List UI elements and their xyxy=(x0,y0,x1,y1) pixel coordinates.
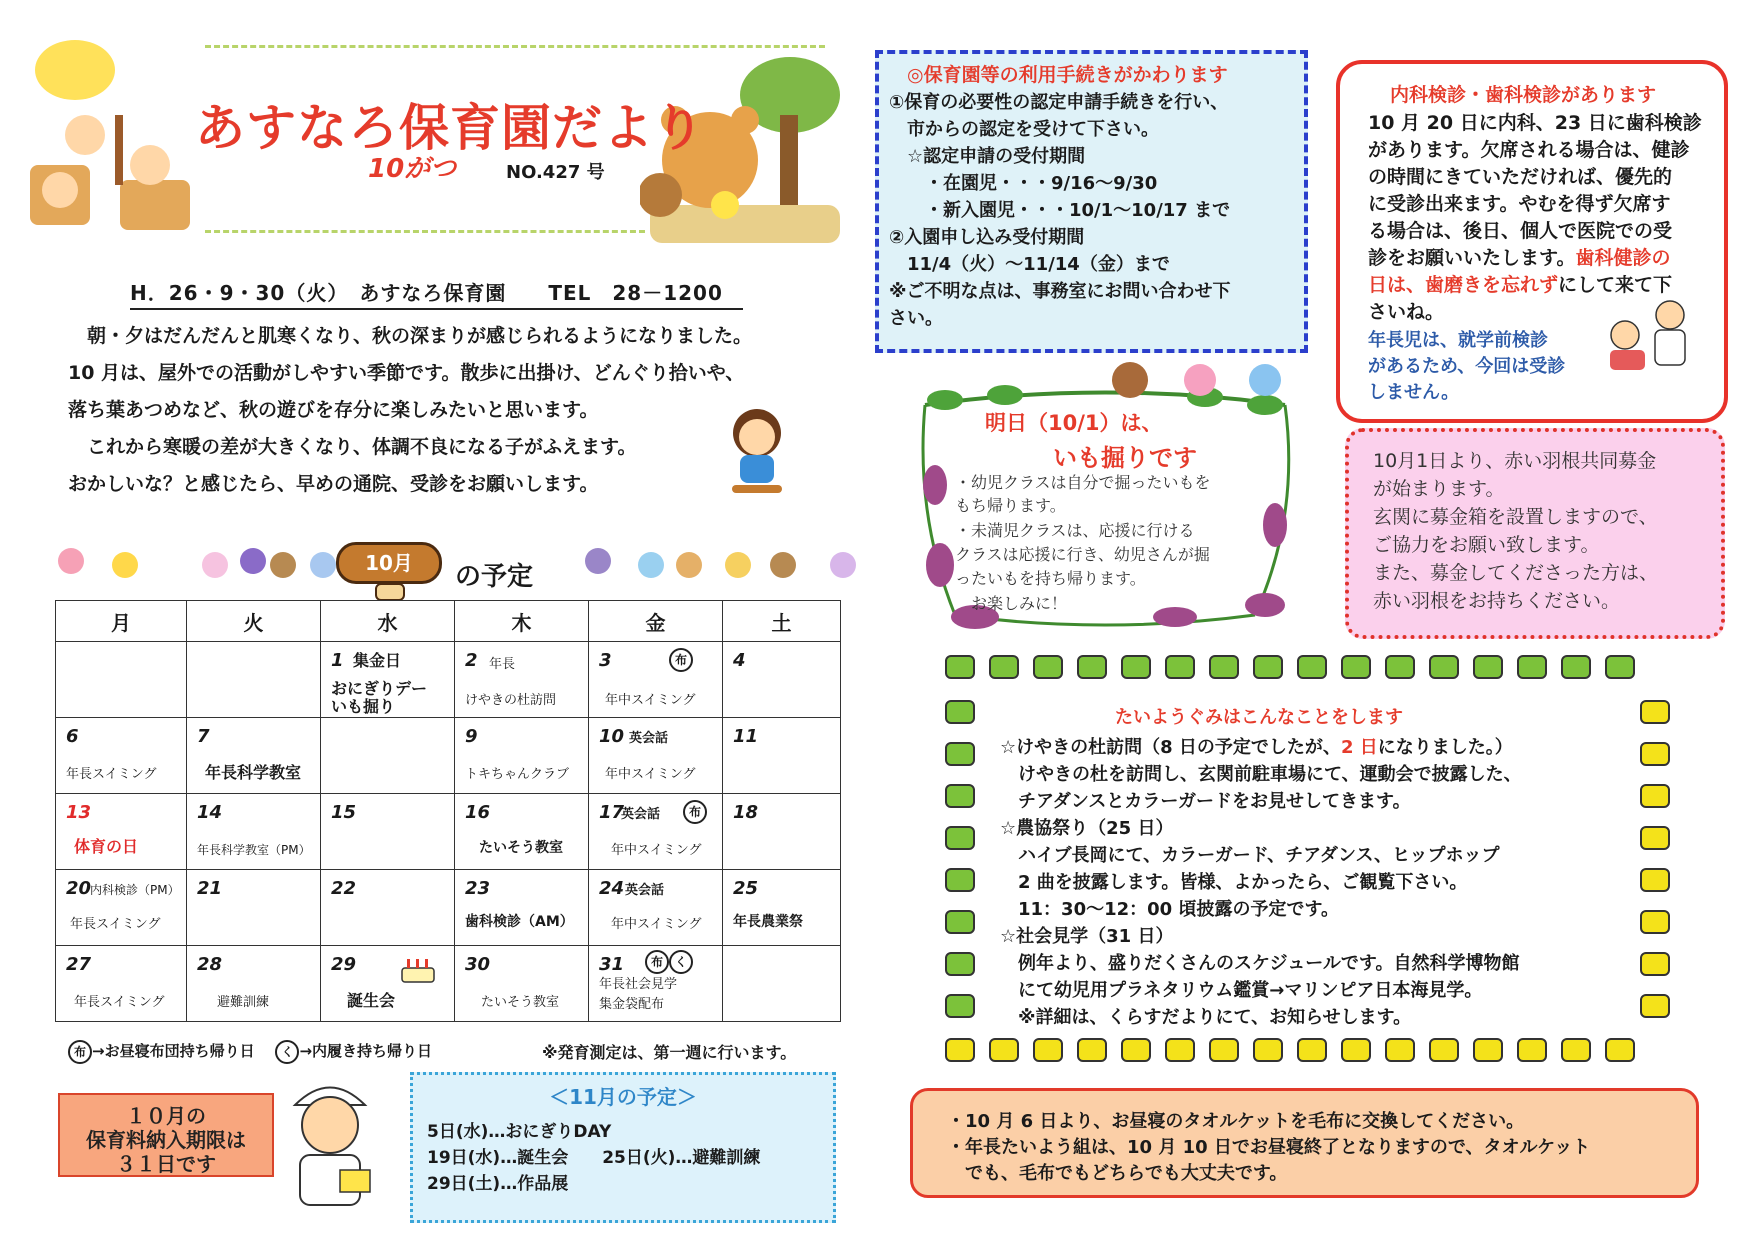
music-note-border-top xyxy=(205,45,825,48)
border-square xyxy=(1473,1038,1503,1062)
weekday-header: 土 xyxy=(723,601,841,642)
day-number: 10 xyxy=(599,726,625,747)
weekday-header: 水 xyxy=(321,601,455,642)
animal-friends-illustration xyxy=(1105,355,1295,405)
dentist-illustration xyxy=(1600,295,1700,375)
border-square xyxy=(1253,1038,1283,1062)
border-square xyxy=(1297,1038,1327,1062)
legend-text: →内履き持ち帰り日 xyxy=(299,1042,433,1060)
activity-line: けやきの杜を訪問し、玄関前駐車場にて、運動会で披露した、 xyxy=(1000,764,1522,785)
fee-line: 保育料納入期限は xyxy=(86,1128,246,1152)
sun-illustration xyxy=(35,40,115,100)
fee-line: １０月の xyxy=(126,1104,206,1128)
calendar-cell xyxy=(187,794,321,870)
activities-title: たいようぐみはこんなことをします xyxy=(1115,707,1403,728)
event-label: 避難訓練 xyxy=(217,995,270,1010)
calendar-cell xyxy=(56,794,187,870)
activity-line: チアダンスとカラーガードをお見せしてきます。 xyxy=(1000,791,1411,812)
calendar-week-row xyxy=(56,870,841,946)
day-number: 1 xyxy=(331,650,344,671)
shoe-marker-icon: く xyxy=(275,1040,299,1064)
border-square xyxy=(945,994,975,1018)
intro-line: 落ち葉あつめなど、秋の遊びを存分に楽しみたいと思います。 xyxy=(68,399,599,421)
towel-line: ・年長たいよう組は、10 月 10 日でお昼寝終了となりますので、タオルケット xyxy=(947,1137,1591,1158)
futon-marker-label: 布 xyxy=(645,950,669,974)
event-label: 年長農業祭 xyxy=(733,914,803,930)
day-number: 31 xyxy=(599,954,625,975)
border-square xyxy=(1165,655,1195,679)
event-label: たいそう教室 xyxy=(481,995,560,1010)
calendar-cell xyxy=(187,642,321,718)
checkup-text: 診をお願いいたします。 xyxy=(1368,247,1576,269)
day-number: 15 xyxy=(331,802,357,823)
border-square xyxy=(1077,655,1107,679)
border-square xyxy=(1253,655,1283,679)
towel-blanket-notice xyxy=(910,1088,1699,1198)
calendar-cell xyxy=(589,718,723,794)
measurement-note: ※発育測定は、第一週に行います。 xyxy=(542,1043,797,1062)
activity-line: ※詳細は、くらすだよりにて、お知らせします。 xyxy=(1000,1007,1412,1028)
flower-icon xyxy=(310,552,336,578)
event-label: 集金日 xyxy=(353,651,402,670)
day-number: 28 xyxy=(197,954,223,975)
border-square xyxy=(1561,655,1591,679)
event-label: 年長 xyxy=(489,657,516,672)
event-label: 年長科学教室（PM） xyxy=(197,843,311,857)
day-number: 9 xyxy=(465,726,478,747)
procedure-line: ☆認定申請の受付期間 xyxy=(889,146,1086,167)
shoe-marker-icon xyxy=(669,950,693,974)
checkup-line: さいね。 xyxy=(1368,301,1445,323)
calendar-cell xyxy=(723,794,841,870)
procedure-title: ◎保育園等の利用手続きがかわります xyxy=(907,64,1228,86)
activity-line: 例年より、盛りだくさんのスケジュールです。自然科学博物館 xyxy=(1000,953,1520,974)
calendar-cell xyxy=(321,642,455,718)
border-square xyxy=(945,1038,975,1062)
border-square xyxy=(1640,742,1670,766)
procedure-line: ・新入園児・・・10/1～10/17 まで xyxy=(889,200,1231,221)
potato-line: ・幼児クラスは自分で掘ったいもを xyxy=(955,473,1211,492)
month-label: 10がつ xyxy=(368,154,457,184)
calendar-cell xyxy=(723,870,841,946)
legend-text: →お昼寝布団持ち帰り日 xyxy=(92,1042,255,1060)
issue-number: NO.427 号 xyxy=(506,162,605,183)
calendar-cell xyxy=(723,642,841,718)
event-label: 英会話 xyxy=(629,731,669,746)
border-square xyxy=(945,826,975,850)
activity-text: になりました。） xyxy=(1377,737,1513,758)
procedure-change-box xyxy=(875,50,1308,353)
day-number: 30 xyxy=(465,954,491,975)
girl-face-icon xyxy=(58,548,84,574)
red-feather-box xyxy=(1345,428,1725,639)
calendar-week-row xyxy=(56,642,841,718)
calendar-cell xyxy=(723,946,841,1022)
event-label: 年長スイミング xyxy=(66,767,157,782)
event-label: 年中スイミング xyxy=(611,843,702,858)
border-square xyxy=(945,742,975,766)
event-label: 年中スイミング xyxy=(605,693,696,708)
feather-line: また、募金してくださった方は、 xyxy=(1373,562,1659,584)
day-number: 25 xyxy=(733,878,759,899)
event-label: 年中スイミング xyxy=(605,767,696,782)
calendar-cell xyxy=(321,946,455,1022)
november-line: 19日(水)…誕生会 25日(火)…避難訓練 xyxy=(427,1148,761,1168)
checkup-line: 10 月 20 日に内科、23 日に歯科検診 xyxy=(1368,112,1702,134)
calendar-cell xyxy=(455,642,589,718)
checkup-highlight: 日は、歯磨きを忘れず xyxy=(1368,274,1559,296)
potato-title: いも掘りです xyxy=(1053,444,1197,472)
event-label: 年長スイミング xyxy=(70,917,161,932)
border-square xyxy=(1033,1038,1063,1062)
border-square xyxy=(1640,826,1670,850)
intro-line: これから寒暖の差が大きくなり、体調不良になる子がふえます。 xyxy=(68,436,637,458)
activity-text: ☆けやきの杜訪問（8 日の予定でしたが、 xyxy=(1000,737,1341,758)
flower-icon xyxy=(638,552,664,578)
day-number: 4 xyxy=(733,650,746,671)
event-label: たいそう教室 xyxy=(479,840,563,856)
activity-line: にて幼児用プラネタリウム鑑賞→マリンピア日本海見学。 xyxy=(1000,980,1483,1001)
event-label: 英会話 xyxy=(625,883,665,898)
activity-line: 2 曲を披露します。皆様、よかったら、ご観覧下さい。 xyxy=(1000,872,1468,893)
border-square xyxy=(1561,1038,1591,1062)
calendar-week-row xyxy=(56,794,841,870)
border-square xyxy=(1341,655,1371,679)
calendar-week-row xyxy=(56,718,841,794)
shoe-marker-label: く xyxy=(669,950,693,974)
month-badge: 10月 xyxy=(336,542,442,584)
day-number: 27 xyxy=(66,954,92,975)
border-square xyxy=(1385,655,1415,679)
calendar-cell xyxy=(321,718,455,794)
day-number: 20 xyxy=(66,878,92,899)
fee-deadline-box xyxy=(58,1093,274,1177)
calendar-cell xyxy=(56,642,187,718)
november-line: 5日(水)…おにぎりDAY xyxy=(427,1122,612,1142)
day-number-holiday: 13 xyxy=(66,802,92,823)
calendar-cell xyxy=(187,718,321,794)
border-square xyxy=(1640,868,1670,892)
procedure-line: ※ご不明な点は、事務室にお問い合わせ下 xyxy=(889,281,1231,302)
weekday-header: 金 xyxy=(589,601,723,642)
feather-line: 玄関に募金箱を設置しますので、 xyxy=(1373,506,1658,528)
checkup-title: 内科検診・歯科検診があります xyxy=(1390,84,1657,106)
november-schedule-box xyxy=(410,1072,836,1223)
border-square xyxy=(1209,655,1239,679)
procedure-line: ・在園児・・・9/16～9/30 xyxy=(889,173,1158,194)
border-square xyxy=(945,952,975,976)
checkup-note: 年長児は、就学前検診 xyxy=(1368,330,1548,351)
day-number: 11 xyxy=(733,726,759,747)
checkup-text: にして来て下 xyxy=(1558,274,1673,296)
futon-marker-icon xyxy=(645,950,669,974)
futon-marker-icon xyxy=(683,800,707,824)
towel-line: でも、毛布でもどちらでも大丈夫です。 xyxy=(947,1163,1288,1184)
checkup-highlight: 歯科健診の xyxy=(1575,247,1671,269)
border-square xyxy=(1165,1038,1195,1062)
november-line: 29日(土)…作品展 xyxy=(427,1174,569,1194)
basket-icon xyxy=(676,552,702,578)
potato-line: クラスは応援に行き、幼児さんが掘 xyxy=(955,545,1210,564)
calendar-cell xyxy=(56,946,187,1022)
feather-line: 赤い羽根をお持ちください。 xyxy=(1373,590,1621,612)
checkup-note: があるため、今回は受診 xyxy=(1368,356,1566,377)
border-square xyxy=(1033,655,1063,679)
border-square xyxy=(945,655,975,679)
calendar-cell xyxy=(589,794,723,870)
event-label: いも掘り xyxy=(331,697,396,716)
day-number: 24 xyxy=(599,878,625,899)
calendar-cell xyxy=(455,870,589,946)
calendar-cell xyxy=(321,794,455,870)
day-number: 29 xyxy=(331,954,357,975)
procedure-line: ①保育の必要性の認定申請手続きを行い、 xyxy=(889,92,1229,113)
procedure-line: 11/4（火）～11/14（金）まで xyxy=(889,254,1170,275)
activity-line xyxy=(1000,733,1513,759)
calendar-cell xyxy=(455,794,589,870)
flower-icon xyxy=(830,552,856,578)
border-square xyxy=(1341,1038,1371,1062)
day-number: 17 xyxy=(599,802,625,823)
calendar-cell xyxy=(187,870,321,946)
weekday-header-row xyxy=(56,601,841,642)
day-number: 16 xyxy=(465,802,491,823)
border-square xyxy=(1640,700,1670,724)
holiday-label: 体育の日 xyxy=(74,837,139,856)
potato-line: お楽しみに！ xyxy=(955,594,1068,613)
event-label: 年長スイミング xyxy=(74,995,165,1010)
border-square xyxy=(1209,1038,1239,1062)
event-label: 誕生会 xyxy=(347,991,396,1010)
musician-kids-illustration xyxy=(30,95,210,235)
towel-line: ・10 月 6 日より、お昼寝のタオルケットを毛布に交換してください。 xyxy=(947,1111,1525,1132)
border-square xyxy=(1640,952,1670,976)
event-label: 年長科学教室 xyxy=(205,763,302,782)
border-square xyxy=(1517,655,1547,679)
calendar-cell xyxy=(56,870,187,946)
date-contact-line: H．26・9・30（火） あすなろ保育園 TEL 28－1200 xyxy=(130,277,743,310)
grandma-icon xyxy=(585,548,611,574)
border-square xyxy=(1605,655,1635,679)
weekday-header: 火 xyxy=(187,601,321,642)
potato-line: ったいもを持ち帰ります。 xyxy=(955,569,1146,588)
border-square xyxy=(1385,1038,1415,1062)
schedule-title: の予定 xyxy=(455,562,534,592)
fee-line: ３１日です xyxy=(116,1152,216,1176)
potato-title-date: 明日（10/1）は、 xyxy=(985,411,1163,435)
intro-line: 10 月は、屋外での活動がしやすい季節です。散歩に出掛け、どんぐり拾いや、 xyxy=(68,362,745,384)
checkup-line xyxy=(1368,243,1671,270)
feather-line: ご協力をお願い致します。 xyxy=(1373,534,1600,556)
intro-paragraph xyxy=(68,318,788,503)
border-square xyxy=(1640,784,1670,808)
event-label: 集金袋配布 xyxy=(599,997,665,1012)
calendar-cell xyxy=(321,870,455,946)
border-square xyxy=(1121,1038,1151,1062)
border-square xyxy=(989,655,1019,679)
border-square xyxy=(1640,910,1670,934)
checkup-line xyxy=(1368,270,1672,297)
girl-illustration xyxy=(712,405,802,500)
futon-marker-icon: 布 xyxy=(68,1040,92,1064)
activity-highlight: 2 日 xyxy=(1340,737,1378,758)
calendar-cell xyxy=(56,718,187,794)
checkup-line: の時間にきていただければ、優先的 xyxy=(1368,166,1673,188)
procedure-line: 市からの認定を受けて下さい。 xyxy=(889,119,1159,140)
calendar-legend xyxy=(68,1040,432,1064)
border-square xyxy=(945,868,975,892)
day-number: 2 xyxy=(465,650,478,671)
activity-line: ☆社会見学（31 日） xyxy=(1000,926,1174,947)
calendar-cell xyxy=(187,946,321,1022)
border-square xyxy=(1429,655,1459,679)
day-number: 6 xyxy=(66,726,79,747)
intro-line: 朝・夕はだんだんと肌寒くなり、秋の深まりが感じられるようになりました。 xyxy=(68,325,753,347)
event-label: けやきの杜訪問 xyxy=(465,693,557,708)
day-number: 22 xyxy=(331,878,357,899)
futon-marker-label: 布 xyxy=(669,648,693,672)
flower-icon xyxy=(725,552,751,578)
checkup-line: に受診出来ます。やむを得ず欠席す xyxy=(1368,193,1671,215)
activity-line: 11：30～12：00 頃披露の予定です。 xyxy=(1000,899,1340,920)
border-square xyxy=(1121,655,1151,679)
october-calendar xyxy=(55,600,841,1022)
checkup-line: る場合は、後日、個人で医院での受 xyxy=(1368,220,1673,242)
day-number: 21 xyxy=(197,878,223,899)
child-cook-illustration xyxy=(270,1070,390,1210)
bread-icon xyxy=(770,552,796,578)
border-square xyxy=(1640,994,1670,1018)
activity-line: ☆農協祭り（25 日） xyxy=(1000,818,1174,839)
potato-line: もち帰ります。 xyxy=(955,496,1066,515)
event-label: トキちゃんクラブ xyxy=(465,767,570,782)
weekday-header: 月 xyxy=(56,601,187,642)
calendar-cell xyxy=(589,870,723,946)
event-label: 年中スイミング xyxy=(611,917,702,932)
event-label: おにぎりデー xyxy=(331,679,428,698)
feather-line: が始まります。 xyxy=(1373,478,1505,500)
border-square xyxy=(1077,1038,1107,1062)
calendar-cell xyxy=(589,642,723,718)
day-number: 23 xyxy=(465,878,491,899)
activity-line: ハイブ長岡にて、カラーガード、チアダンス、ヒップホップ xyxy=(1000,845,1500,866)
bread-icon xyxy=(270,552,296,578)
calendar-cell xyxy=(455,718,589,794)
event-label: 年長社会見学 xyxy=(599,977,678,992)
potato-line: ・未満児クラスは、応援に行ける xyxy=(955,521,1195,540)
futon-marker-label: 布 xyxy=(683,800,707,824)
flower-icon xyxy=(202,552,228,578)
calendar-cell xyxy=(455,946,589,1022)
november-title: ＜11月の予定＞ xyxy=(549,1085,697,1109)
border-square xyxy=(1517,1038,1547,1062)
border-square xyxy=(1605,1038,1635,1062)
feather-line: 10月1日より、赤い羽根共同募金 xyxy=(1373,450,1657,472)
music-note-border-bottom xyxy=(205,230,645,233)
checkup-line: があります。欠席される場合は、健診 xyxy=(1368,139,1690,161)
procedure-line: さい。 xyxy=(889,308,943,329)
day-number: 3 xyxy=(599,650,612,671)
birthday-cake-icon xyxy=(399,954,437,986)
border-square xyxy=(1297,655,1327,679)
bottle-icon xyxy=(240,548,266,574)
border-square xyxy=(945,700,975,724)
border-square xyxy=(945,910,975,934)
calendar-cell xyxy=(589,946,723,1022)
event-label: 英会話 xyxy=(621,807,661,822)
border-square xyxy=(945,784,975,808)
flower-icon xyxy=(112,552,138,578)
border-square xyxy=(1473,655,1503,679)
intro-line: おかしいな？と感じたら、早めの通院、受診をお願いします。 xyxy=(68,473,599,495)
day-number: 7 xyxy=(197,726,210,747)
border-square xyxy=(989,1038,1019,1062)
checkup-note: しません。 xyxy=(1368,382,1460,403)
procedure-line: ②入園申し込み受付期間 xyxy=(889,227,1085,248)
weekday-header: 木 xyxy=(455,601,589,642)
mushroom-stem xyxy=(375,583,405,601)
day-number: 14 xyxy=(197,802,223,823)
border-square xyxy=(1429,1038,1459,1062)
futon-marker-icon xyxy=(669,648,693,672)
event-label: 内科検診（PM） xyxy=(90,883,180,897)
day-number: 18 xyxy=(733,802,759,823)
calendar-cell xyxy=(723,718,841,794)
newsletter-title: あすなろ保育園だより xyxy=(195,98,705,157)
calendar-week-row xyxy=(56,946,841,1022)
event-label: 歯科検診（AM） xyxy=(465,914,574,930)
